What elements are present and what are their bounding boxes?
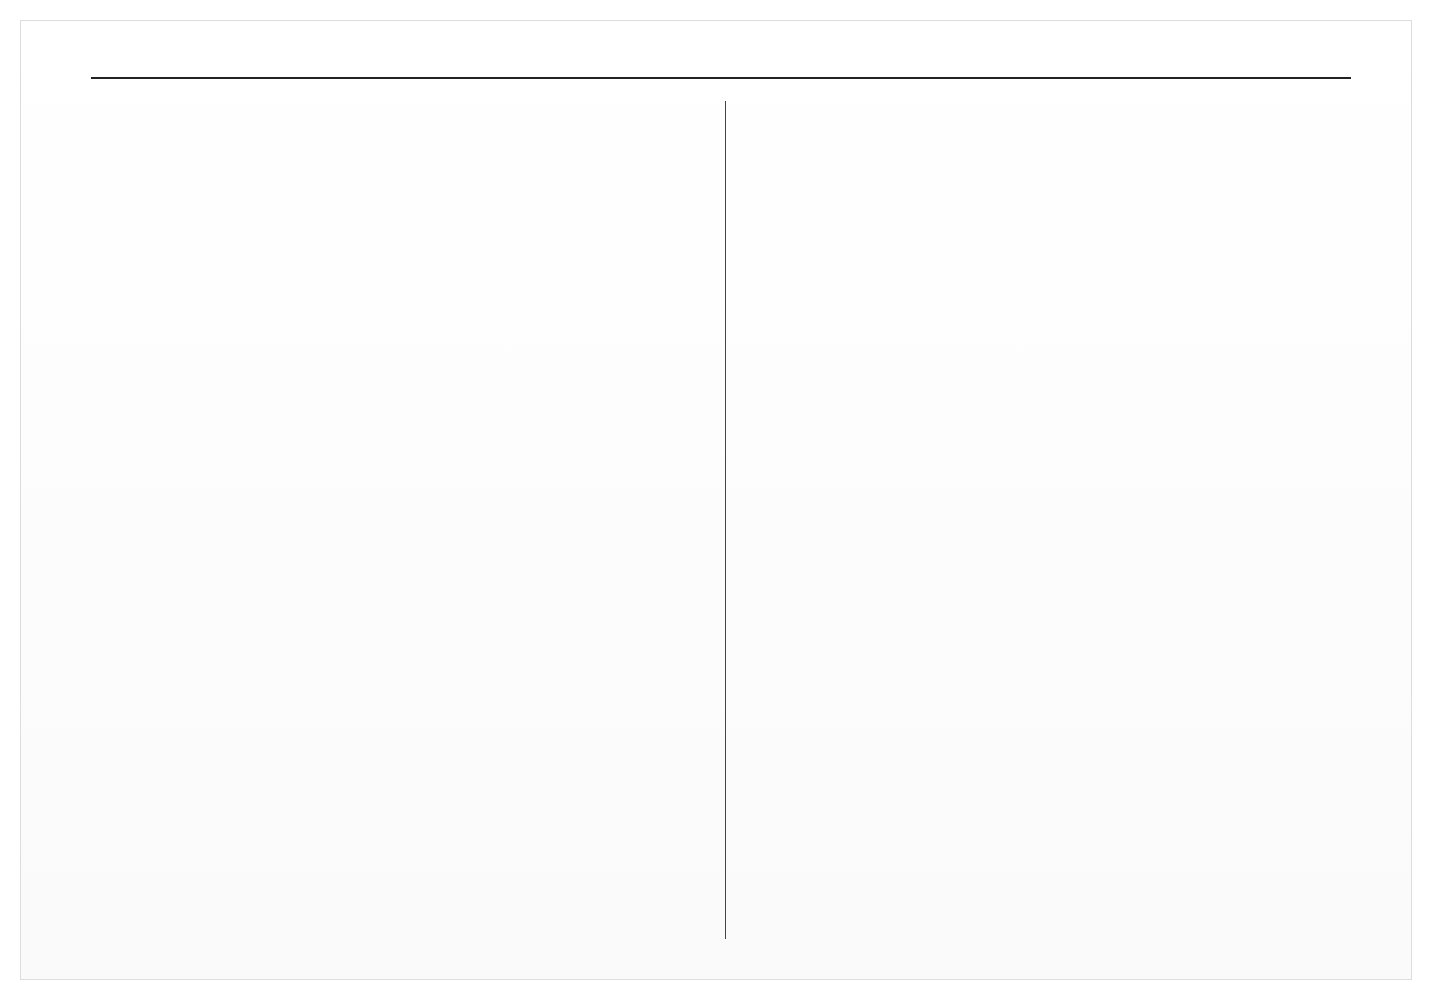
column-divider [725, 101, 726, 939]
right-text-column [751, 103, 1361, 937]
left-text-column [111, 103, 721, 937]
scanned-page [20, 20, 1412, 980]
header-rule [91, 77, 1351, 79]
